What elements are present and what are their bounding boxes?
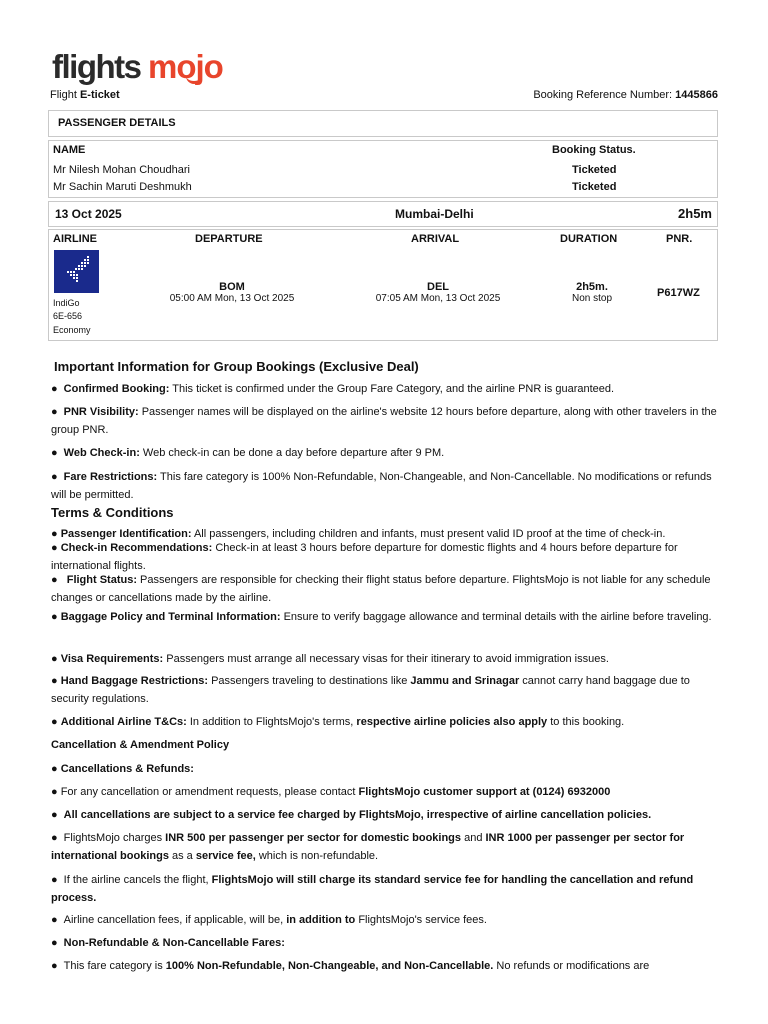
arrival-cell	[355, 281, 521, 304]
name-header: NAME	[53, 144, 86, 156]
terms-item: ● Flight Status: Passengers are responsible for checking their flight status before departure. FlightsMojo is not liable for any schedule changes or cancellations made by the airline.	[51, 574, 711, 604]
terms-title: Terms & Conditions	[51, 505, 174, 520]
arrival-time: 07:05 AM Mon, 13 Oct 2025	[375, 293, 501, 304]
duration-header: DURATION	[560, 233, 618, 245]
departure-header: DEPARTURE	[195, 233, 263, 245]
airline-name: IndiGo	[53, 298, 80, 308]
info-item: ● Web Check-in: Web check-in can be done a day before departure after 9 PM.	[51, 447, 445, 459]
terms-item: ● Check-in Recommendations: Check-in at least 3 hours before departure for domestic flights and 4 hours before departure for international flights.	[51, 542, 678, 572]
terms-item: ● Hand Baggage Restrictions: Passengers traveling to destinations like Jammu and Srinagar cannot carry hand baggage due to security regulations.	[51, 675, 690, 705]
flight-number: 6E-656	[53, 311, 83, 321]
departure-code: BOM	[219, 281, 245, 293]
terms-item: ● Passenger Identification: All passengers, including children and infants, must present valid ID proof at the time of check-in.	[51, 528, 666, 540]
flight-detail-table	[48, 229, 718, 341]
passenger-name: Mr Nilesh Mohan Choudhari	[53, 164, 190, 176]
logo-text-flights: flights	[52, 48, 141, 85]
departure-cell	[149, 281, 315, 304]
pnr-header: PNR.	[666, 233, 693, 245]
pnr-value: P617WZ	[657, 287, 700, 299]
duration-value: 2h5m.	[576, 281, 608, 293]
nonref-subtitle: ● Non-Refundable & Non-Cancellable Fares:	[51, 937, 285, 949]
duration-cell	[549, 281, 635, 304]
cancellation-item: ● This fare category is 100% Non-Refundable, Non-Changeable, and Non-Cancellable. No refunds or modifications are	[51, 960, 650, 972]
eticket-label: Flight E-ticket	[50, 89, 120, 101]
info-item: ● PNR Visibility: Passenger names will be displayed on the airline's website 12 hours before departure, along with other travelers in the group PNR.	[51, 406, 717, 436]
passenger-status: Ticketed	[572, 181, 617, 193]
flight-date: 13 Oct 2025	[55, 207, 122, 221]
important-info-title: Important Information for Group Bookings (Exclusive Deal)	[54, 359, 419, 374]
stops-value: Non stop	[571, 293, 613, 304]
airline-header: AIRLINE	[53, 233, 97, 245]
departure-time: 05:00 AM Mon, 13 Oct 2025	[169, 293, 295, 304]
passenger-name: Mr Sachin Maruti Deshmukh	[53, 181, 192, 193]
cancellation-item: ● Airline cancellation fees, if applicable, will be, in addition to FlightsMojo's service fees.	[51, 914, 487, 926]
info-item: ● Confirmed Booking: This ticket is confirmed under the Group Fare Category, and the airline PNR is guaranteed.	[51, 383, 615, 395]
cancellation-item: ● If the airline cancels the flight, FlightsMojo will still charge its standard service fee for handling the cancellation and refund process.	[51, 874, 694, 904]
terms-item: ● Visa Requirements: Passengers must arrange all necessary visas for their itinerary to avoid immigration issues.	[51, 653, 609, 665]
cancellation-item: ● All cancellations are subject to a service fee charged by FlightsMojo, irrespective of airline cancellation policies.	[51, 809, 652, 821]
cancellation-item: ● FlightsMojo charges INR 500 per passenger per sector for domestic bookings and INR 1000 per passenger per sector for international bookings as a service fee, which is non-refundable.	[51, 832, 685, 862]
passenger-details-header	[48, 110, 718, 137]
passenger-status: Ticketed	[572, 164, 617, 176]
passenger-table	[48, 140, 718, 198]
terms-item: ● Additional Airline T&Cs: In addition to FlightsMojo's terms, respective airline policies also apply to this booking.	[51, 716, 625, 728]
flight-route: Mumbai-Delhi	[395, 207, 474, 221]
cancellation-title: Cancellation & Amendment Policy	[51, 739, 230, 751]
refunds-subtitle: ● Cancellations & Refunds:	[51, 763, 194, 775]
cancellation-item: ● For any cancellation or amendment requests, please contact FlightsMojo customer support at (0124) 6932000	[51, 786, 611, 798]
terms-item: ● Baggage Policy and Terminal Information: Ensure to verify baggage allowance and terminal details with the airline before traveling.	[51, 611, 712, 623]
arrival-header: ARRIVAL	[411, 233, 460, 245]
logo-text-mojo: mojo	[148, 48, 223, 85]
status-header: Booking Status.	[552, 144, 636, 156]
cabin-class: Economy	[53, 325, 91, 335]
booking-reference: Booking Reference Number: 1445866	[533, 89, 718, 101]
info-item: ● Fare Restrictions: This fare category is 100% Non-Refundable, Non-Changeable, and Non-Cancellable. No modifications or refunds will be permitted.	[51, 471, 712, 501]
section-title: PASSENGER DETAILS	[58, 117, 176, 129]
indigo-logo-icon	[54, 250, 99, 293]
flight-summary-row	[48, 201, 718, 227]
flight-duration: 2h5m	[678, 206, 712, 221]
arrival-code: DEL	[427, 281, 449, 293]
